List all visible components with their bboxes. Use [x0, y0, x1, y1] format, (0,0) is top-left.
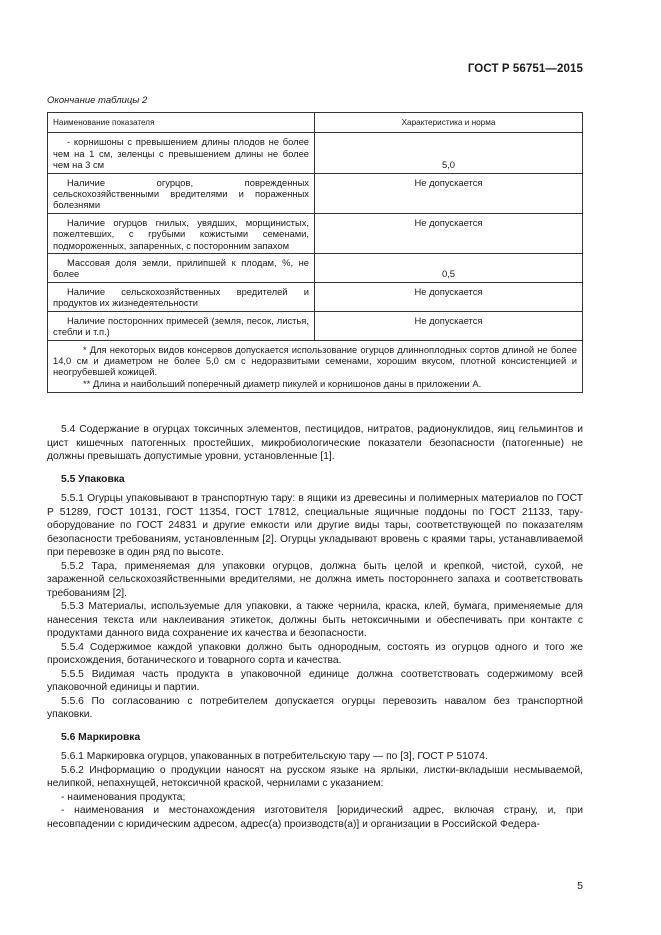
list-item: - наименования продукта; [61, 791, 186, 803]
table-header-row [48, 113, 583, 133]
indicator-cell: Наличие огурцов гнилых, увядших, морщинистых, пожелтевших, с грубыми кожистыми семенами, подмороженных, запаренных, с посторонним запахом [48, 213, 315, 253]
indicator-cell: Наличие огурцов, поврежденных сельскохозяйственными вредителями и пораженных болезнями [48, 173, 315, 213]
paragraph-5-5-1: 5.5.1 Огурцы упаковывают в транспортную тару: в ящики из древесины и полимерных материалов по ГОСТ Р 51289, ГОСТ 10131, ГОСТ 11354, ГОСТ 17812, специальные ящичные поддоны по ГОСТ 21133, тару-оборудование по ГОСТ 24831 и другие емкости или другие виды тары, соответствующей по показателям безопасности требованиям, установленным [2]. Огурцы укладывают вровень с краями тары, устанавливаемой при перевозке в один ряд по высоте. [47, 493, 583, 558]
table-row [48, 282, 583, 311]
paragraph-5-6-2: 5.6.2 Информацию о продукции наносят на русском языке на ярлыки, листки-вкладыши несмываемой, нелипкой, непахнущей, нетоксичной краской, чернилами с указанием: [47, 764, 583, 789]
indicator-cell: Наличие сельскохозяйственных вредителей и продуктов их жизнедеятельности [48, 282, 315, 311]
list-item: - наименования и местонахождения изготовителя [юридический адрес, включая страну, и, при несовпадении с юридическим адресом, адрес(а) производств(а)] и организации в Российской Федера- [47, 805, 583, 830]
paragraph-5-5-4: 5.5.4 Содержимое каждой упаковки должно быть однородным, состоять из огурцов одного и того же происхождения, ботанического и товарного сорта и качества. [47, 641, 583, 666]
page-number: 5 [577, 880, 583, 892]
table-footnotes [48, 340, 583, 393]
table-caption: Окончание таблицы 2 [47, 95, 148, 106]
paragraph-5-5-3: 5.5.3 Материалы, используемые для упаковки, а также чернила, краска, клей, бумага, применяемые для нанесения текста или наклеивания этикеток, должны быть нетоксичными и обеспечивать при контакте с продуктами данного вида сохранение их качества и безопасности. [47, 601, 583, 639]
table-row [48, 311, 583, 340]
table-row [48, 133, 583, 173]
table-row [48, 213, 583, 253]
paragraph-5-6-1: 5.6.1 Маркировка огурцов, упакованных в потребительскую тару — по [3], ГОСТ Р 51074. [61, 751, 488, 762]
indicator-cell: - корнишоны с превышением длины плодов не более чем на 1 см, зеленцы с превышением длины не более чем на 3 см [48, 133, 315, 173]
section-heading-marking: 5.6 Маркировка [61, 731, 141, 743]
footnote: ** Длина и наибольший поперечный диаметр пикулей и корнишонов даны в приложении А. [83, 377, 482, 389]
document-id: ГОСТ Р 56751—2015 [467, 63, 583, 75]
paragraph-5-5-5: 5.5.5 Видимая часть продукта в упаковочной единице должна соответствовать содержимому всей упаковочной единицы и партии. [47, 668, 583, 693]
indicator-cell: Наличие посторонних примесей (земля, песок, листья, стебли и т.п.) [48, 311, 315, 340]
indicator-cell: Массовая доля земли, прилипшей к плодам, %, не более [48, 254, 315, 283]
norm-cell: 5,0 [315, 133, 583, 173]
table-row [48, 254, 583, 283]
paragraph-5-5-2: 5.5.2 Тара, применяемая для упаковки огурцов, должна быть целой и крепкой, чистой, сухой, не зараженной сельскохозяйственными вредителями, не должна иметь постороннего запаха и соответствовать требованиям [2]. [47, 560, 583, 599]
paragraph-5-4: 5.4 Содержание в огурцах токсичных элементов, пестицидов, нитратов, радионуклидов, яиц гельминтов и цист кишечных патогенных простейших, микробиологические показатели безопасности (патогенные) не должны превышать допустимые уровни, установленные [1]. [47, 424, 583, 462]
document-body [47, 423, 583, 831]
norm-cell: 0,5 [315, 254, 583, 283]
column-header-indicator: Наименование показателя [48, 113, 315, 133]
footnote: * Для некоторых видов консервов допускается использование огурцов длинноплодных сортов длиной не более 14,0 см и диаметром не более 5,0 см с недоразвитыми семенами, хорошим вкусом, плотной консистенцией и неогрубевшей кожицей. [53, 343, 577, 378]
table-footnotes-row [48, 340, 583, 393]
norm-cell: Не допускается [315, 213, 583, 253]
norm-cell: Не допускается [315, 173, 583, 213]
table-row [48, 173, 583, 213]
spec-table [47, 112, 583, 393]
norm-cell: Не допускается [315, 282, 583, 311]
section-heading-packaging: 5.5 Упаковка [61, 473, 125, 485]
paragraph-5-5-6: 5.5.6 По согласованию с потребителем допускается огурцы перевозить навалом без транспортной упаковки. [47, 695, 583, 720]
column-header-norm: Характеристика и норма [315, 113, 583, 133]
norm-cell: Не допускается [315, 311, 583, 340]
